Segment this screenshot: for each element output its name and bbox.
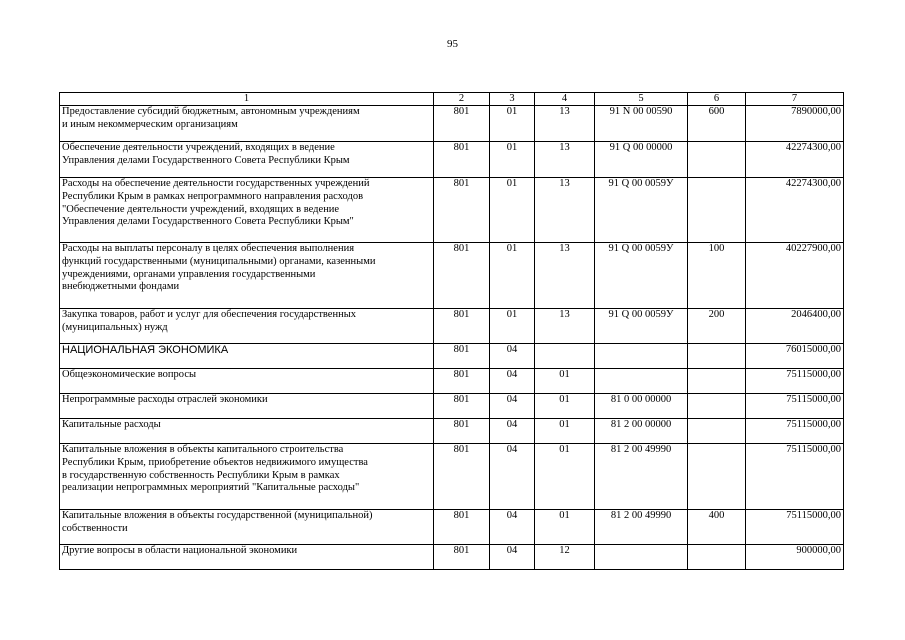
expense-type-code	[688, 394, 746, 419]
subsection-code: 13	[535, 243, 595, 309]
target-article-code: 81 2 00 49990	[595, 444, 688, 510]
subsection-code: 13	[535, 178, 595, 243]
row-description: Обеспечение деятельности учреждений, входящих в ведение Управления делами Государственного Совета Республики Крым	[60, 142, 434, 178]
table-row	[60, 309, 844, 344]
table-row	[60, 419, 844, 444]
amount: 75115000,00	[746, 419, 844, 444]
section-code: 01	[490, 142, 535, 178]
section-code: 04	[490, 545, 535, 570]
amount: 42274300,00	[746, 142, 844, 178]
section-code: 04	[490, 419, 535, 444]
row-description: Капитальные вложения в объекты капитального строительства Республики Крым, приобретение объектов недвижимого имущества в государственную собственность Республики Крым в рамках реализации непрограммных мероприятий "Капитальные расходы"	[60, 444, 434, 510]
row-description: Другие вопросы в области национальной экономики	[60, 545, 434, 570]
expense-type-code: 100	[688, 243, 746, 309]
amount: 40227900,00	[746, 243, 844, 309]
expense-type-code: 600	[688, 106, 746, 142]
ministry-code: 801	[434, 394, 490, 419]
amount: 2046400,00	[746, 309, 844, 344]
ministry-code: 801	[434, 178, 490, 243]
expense-type-code	[688, 142, 746, 178]
expense-type-code: 400	[688, 510, 746, 545]
expense-type-code	[688, 344, 746, 369]
row-description: Общеэкономические вопросы	[60, 369, 434, 394]
column-header: 6	[688, 93, 746, 106]
ministry-code: 801	[434, 545, 490, 570]
subsection-code: 13	[535, 309, 595, 344]
subsection-code: 13	[535, 142, 595, 178]
page-number: 95	[447, 38, 458, 50]
ministry-code: 801	[434, 419, 490, 444]
ministry-code: 801	[434, 369, 490, 394]
amount: 900000,00	[746, 545, 844, 570]
column-header: 5	[595, 93, 688, 106]
table-row	[60, 510, 844, 545]
section-code: 04	[490, 369, 535, 394]
amount: 42274300,00	[746, 178, 844, 243]
section-code: 04	[490, 510, 535, 545]
table-row	[60, 142, 844, 178]
amount: 75115000,00	[746, 510, 844, 545]
subsection-code: 12	[535, 545, 595, 570]
section-code: 01	[490, 243, 535, 309]
expense-type-code	[688, 545, 746, 570]
ministry-code: 801	[434, 243, 490, 309]
section-code: 01	[490, 106, 535, 142]
target-article-code: 81 2 00 00000	[595, 419, 688, 444]
amount: 76015000,00	[746, 344, 844, 369]
ministry-code: 801	[434, 510, 490, 545]
ministry-code: 801	[434, 344, 490, 369]
target-article-code: 91 Q 00 0059У	[595, 178, 688, 243]
section-code: 04	[490, 394, 535, 419]
table-header-row	[60, 93, 844, 106]
budget-table	[59, 92, 844, 570]
ministry-code: 801	[434, 444, 490, 510]
table-row	[60, 444, 844, 510]
target-article-code: 81 0 00 00000	[595, 394, 688, 419]
subsection-code: 01	[535, 444, 595, 510]
section-code: 01	[490, 309, 535, 344]
row-description: Расходы на выплаты персоналу в целях обеспечения выполнения функций государственными (муниципальными) органами, казенными учреждениями, органами управления государственными внебюджетными фондами	[60, 243, 434, 309]
target-article-code: 91 Q 00 0059У	[595, 309, 688, 344]
table-row	[60, 178, 844, 243]
subsection-code	[535, 344, 595, 369]
row-description: Капитальные вложения в объекты государственной (муниципальной) собственности	[60, 510, 434, 545]
row-description: Расходы на обеспечение деятельности государственных учреждений Республики Крым в рамках непрограммного направления расходов "Обеспечение деятельности учреждений, входящих в ведение Управления делами Государственного Совета Республики Крым"	[60, 178, 434, 243]
expense-type-code	[688, 369, 746, 394]
target-article-code: 81 2 00 49990	[595, 510, 688, 545]
table-row	[60, 344, 844, 369]
section-code: 04	[490, 444, 535, 510]
column-header: 1	[60, 93, 434, 106]
expense-type-code	[688, 178, 746, 243]
ministry-code: 801	[434, 309, 490, 344]
section-code: 01	[490, 178, 535, 243]
target-article-code: 91 N 00 00590	[595, 106, 688, 142]
subsection-code: 01	[535, 510, 595, 545]
amount: 7890000,00	[746, 106, 844, 142]
column-header: 7	[746, 93, 844, 106]
subsection-code: 01	[535, 369, 595, 394]
row-description: Непрограммные расходы отраслей экономики	[60, 394, 434, 419]
table-row	[60, 545, 844, 570]
target-article-code	[595, 344, 688, 369]
expense-type-code	[688, 444, 746, 510]
target-article-code	[595, 545, 688, 570]
row-description: Капитальные расходы	[60, 419, 434, 444]
target-article-code	[595, 369, 688, 394]
amount: 75115000,00	[746, 444, 844, 510]
expense-type-code: 200	[688, 309, 746, 344]
column-header: 2	[434, 93, 490, 106]
amount: 75115000,00	[746, 369, 844, 394]
ministry-code: 801	[434, 106, 490, 142]
table-row	[60, 106, 844, 142]
table-row	[60, 369, 844, 394]
subsection-code: 01	[535, 419, 595, 444]
target-article-code: 91 Q 00 00000	[595, 142, 688, 178]
table-row	[60, 243, 844, 309]
amount: 75115000,00	[746, 394, 844, 419]
row-description: Предоставление субсидий бюджетным, автономным учреждениям и иным некоммерческим организациям	[60, 106, 434, 142]
subsection-code: 13	[535, 106, 595, 142]
column-header: 3	[490, 93, 535, 106]
row-description: НАЦИОНАЛЬНАЯ ЭКОНОМИКА	[60, 344, 434, 369]
section-code: 04	[490, 344, 535, 369]
expense-type-code	[688, 419, 746, 444]
subsection-code: 01	[535, 394, 595, 419]
column-header: 4	[535, 93, 595, 106]
ministry-code: 801	[434, 142, 490, 178]
target-article-code: 91 Q 00 0059У	[595, 243, 688, 309]
row-description: Закупка товаров, работ и услуг для обеспечения государственных (муниципальных) нужд	[60, 309, 434, 344]
table-row	[60, 394, 844, 419]
